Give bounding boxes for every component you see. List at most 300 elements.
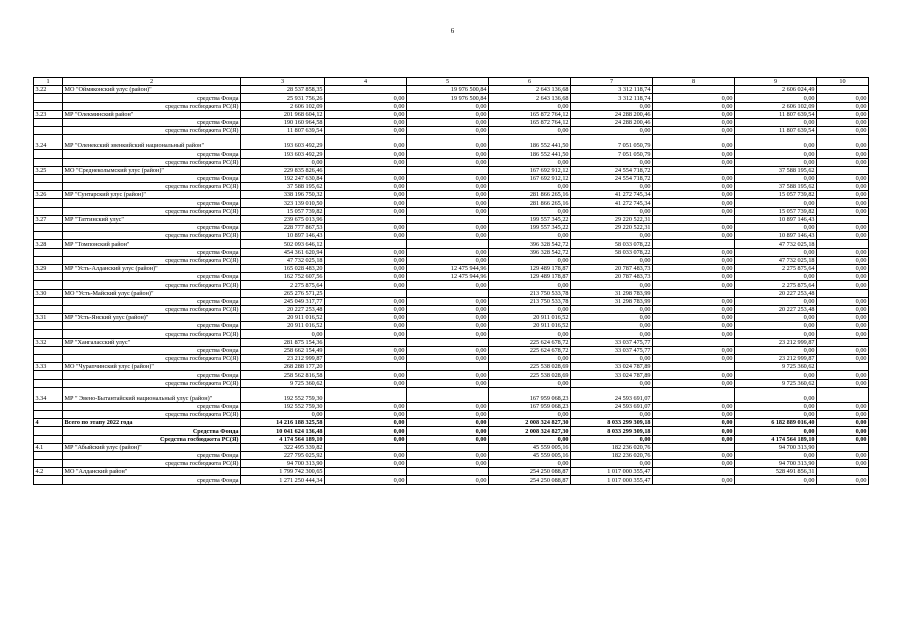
- municipality-name-cell: МО "Усть-Майский улус (район)": [63, 289, 241, 297]
- amount-cell: 0,00: [817, 135, 869, 150]
- amount-cell: [817, 240, 869, 248]
- amount-cell: 0,00: [571, 158, 653, 166]
- amount-cell: 0,00: [571, 256, 653, 264]
- table-row: [34, 387, 869, 402]
- amount-cell: 0,00: [817, 264, 869, 272]
- amount-cell: 31 298 783,99: [571, 297, 653, 305]
- table-row: [34, 86, 869, 94]
- amount-cell: 199 557 345,22: [489, 224, 571, 232]
- amount-cell: 94 700 313,90: [735, 460, 817, 468]
- amount-cell: [653, 338, 735, 346]
- amount-cell: 0,00: [817, 346, 869, 354]
- amount-cell: 0,00: [407, 410, 489, 418]
- row-number-cell: 4.2: [34, 468, 63, 476]
- amount-cell: 0,00: [241, 330, 325, 338]
- amount-cell: 192 247 630,84: [241, 174, 325, 182]
- amount-cell: 0,00: [325, 135, 407, 150]
- municipality-name-cell: МР "Томпонский район": [63, 240, 241, 248]
- row-number-cell: 3.23: [34, 110, 63, 118]
- amount-cell: 0,00: [407, 207, 489, 215]
- funding-source-cell: средства госбюджета РС(Я): [63, 256, 241, 264]
- municipality-name-cell: МР "Усть-Янский улус (район)": [63, 314, 241, 322]
- row-number-cell: [34, 305, 63, 313]
- amount-cell: 11 807 639,54: [241, 127, 325, 135]
- amount-cell: 0,00: [653, 460, 735, 468]
- amount-cell: 0,00: [325, 355, 407, 363]
- amount-cell: 0,00: [325, 118, 407, 126]
- amount-cell: 7 051 050,79: [571, 135, 653, 150]
- amount-cell: 2 275 875,64: [735, 281, 817, 289]
- amount-cell: 0,00: [653, 207, 735, 215]
- amount-cell: 0,00: [653, 305, 735, 313]
- amount-cell: 0,00: [735, 297, 817, 305]
- amount-cell: 182 236 020,76: [571, 443, 653, 451]
- amount-cell: [653, 86, 735, 94]
- amount-cell: 0,00: [817, 305, 869, 313]
- table-row: [34, 305, 869, 313]
- amount-cell: 0,00: [571, 435, 653, 443]
- row-number-cell: [34, 322, 63, 330]
- amount-cell: 213 750 533,78: [489, 297, 571, 305]
- amount-cell: 0,00: [653, 158, 735, 166]
- amount-cell: 0,00: [325, 232, 407, 240]
- amount-cell: [407, 289, 489, 297]
- amount-cell: 254 250 088,87: [489, 476, 571, 484]
- amount-cell: 2 008 324 827,30: [489, 419, 571, 427]
- amount-cell: 129 489 178,87: [489, 264, 571, 272]
- amount-cell: 0,00: [653, 232, 735, 240]
- amount-cell: 0,00: [325, 460, 407, 468]
- amount-cell: 24 288 200,46: [571, 110, 653, 118]
- amount-cell: 192 552 759,30: [241, 402, 325, 410]
- amount-cell: 201 968 604,12: [241, 110, 325, 118]
- row-number-cell: 4.1: [34, 443, 63, 451]
- amount-cell: 0,00: [407, 355, 489, 363]
- amount-cell: 0,00: [653, 183, 735, 191]
- amount-cell: 0,00: [325, 183, 407, 191]
- table-row: [34, 355, 869, 363]
- amount-cell: 0,00: [407, 256, 489, 264]
- amount-cell: 37 588 195,62: [735, 166, 817, 174]
- amount-cell: 12 475 944,96: [407, 264, 489, 272]
- amount-cell: 0,00: [817, 476, 869, 484]
- column-number-header: 10: [817, 78, 869, 86]
- amount-cell: 0,00: [653, 410, 735, 418]
- amount-cell: 0,00: [653, 355, 735, 363]
- amount-cell: 0,00: [817, 460, 869, 468]
- amount-cell: 20 911 016,52: [241, 322, 325, 330]
- amount-cell: 192 552 759,30: [241, 387, 325, 402]
- row-number-cell: [34, 199, 63, 207]
- column-number-header: 3: [241, 78, 325, 86]
- municipality-name-cell: МР " Эвено-Бытантайский национальный улус (район)": [63, 387, 241, 402]
- amount-cell: 0,00: [325, 314, 407, 322]
- amount-cell: 0,00: [653, 256, 735, 264]
- amount-cell: 338 196 750,32: [241, 191, 325, 199]
- amount-cell: 0,00: [489, 232, 571, 240]
- funding-source-cell: средства Фонда: [63, 346, 241, 354]
- amount-cell: 0,00: [325, 191, 407, 199]
- amount-cell: 0,00: [817, 435, 869, 443]
- amount-cell: 0,00: [407, 135, 489, 150]
- amount-cell: 323 139 010,50: [241, 199, 325, 207]
- table-row: [34, 127, 869, 135]
- amount-cell: 0,00: [735, 427, 817, 435]
- table-row: [34, 110, 869, 118]
- amount-cell: 0,00: [407, 224, 489, 232]
- amount-cell: 0,00: [407, 427, 489, 435]
- row-number-cell: 3.27: [34, 215, 63, 223]
- amount-cell: 6 182 889 016,40: [735, 419, 817, 427]
- amount-cell: 0,00: [325, 476, 407, 484]
- amount-cell: 281 875 154,36: [241, 338, 325, 346]
- amount-cell: 0,00: [325, 305, 407, 313]
- amount-cell: 0,00: [571, 314, 653, 322]
- funding-source-cell: средства Фонда: [63, 451, 241, 459]
- amount-cell: 0,00: [817, 314, 869, 322]
- amount-cell: 0,00: [489, 330, 571, 338]
- funding-source-cell: средства госбюджета РС(Я): [63, 207, 241, 215]
- amount-cell: 167 692 912,12: [489, 174, 571, 182]
- amount-cell: [407, 363, 489, 371]
- amount-cell: 20 911 016,52: [489, 314, 571, 322]
- municipality-name-cell: МО "Алданский район": [63, 468, 241, 476]
- amount-cell: 0,00: [489, 127, 571, 135]
- row-number-cell: [34, 102, 63, 110]
- amount-cell: 0,00: [653, 150, 735, 158]
- table-row: [34, 346, 869, 354]
- table-row: [34, 150, 869, 158]
- amount-cell: 0,00: [407, 102, 489, 110]
- amount-cell: 47 732 025,18: [241, 256, 325, 264]
- row-number-cell: 3.33: [34, 363, 63, 371]
- row-number-cell: [34, 281, 63, 289]
- amount-cell: 265 276 571,25: [241, 289, 325, 297]
- amount-cell: 0,00: [407, 419, 489, 427]
- amount-cell: 0,00: [489, 256, 571, 264]
- amount-cell: 0,00: [817, 127, 869, 135]
- amount-cell: 0,00: [325, 330, 407, 338]
- amount-cell: 0,00: [241, 410, 325, 418]
- amount-cell: 0,00: [325, 94, 407, 102]
- amount-cell: 0,00: [817, 297, 869, 305]
- amount-cell: 15 057 739,82: [735, 207, 817, 215]
- table-row: [34, 410, 869, 418]
- amount-cell: 0,00: [325, 199, 407, 207]
- funding-source-cell: средства Фонда: [63, 118, 241, 126]
- amount-cell: 24 288 200,46: [571, 118, 653, 126]
- municipality-name-cell: МР "Таттинский улус": [63, 215, 241, 223]
- amount-cell: 0,00: [407, 305, 489, 313]
- funding-source-cell: средства Фонда: [63, 94, 241, 102]
- amount-cell: 1 799 742 300,65: [241, 468, 325, 476]
- amount-cell: 0,00: [571, 330, 653, 338]
- amount-cell: 3 312 118,74: [571, 94, 653, 102]
- funding-source-cell: средства Фонда: [63, 371, 241, 379]
- amount-cell: 12 475 944,96: [407, 273, 489, 281]
- amount-cell: 0,00: [735, 451, 817, 459]
- amount-cell: 0,00: [817, 232, 869, 240]
- amount-cell: 182 236 020,76: [571, 451, 653, 459]
- municipality-name-cell: МО "Оймяконский улус (район)": [63, 86, 241, 94]
- row-number-cell: [34, 435, 63, 443]
- table-row: [34, 330, 869, 338]
- row-number-cell: [34, 346, 63, 354]
- amount-cell: 10 897 146,43: [241, 232, 325, 240]
- amount-cell: 258 662 154,49: [241, 346, 325, 354]
- row-number-cell: 3.34: [34, 387, 63, 402]
- municipality-name-cell: МО "Среднеколымский улус (район)": [63, 166, 241, 174]
- amount-cell: 2 606 102,09: [735, 102, 817, 110]
- table-row: [34, 322, 869, 330]
- amount-cell: 0,00: [325, 264, 407, 272]
- row-number-cell: [34, 118, 63, 126]
- amount-cell: 0,00: [407, 460, 489, 468]
- amount-cell: 15 057 739,82: [241, 207, 325, 215]
- amount-cell: [325, 166, 407, 174]
- amount-cell: 0,00: [325, 150, 407, 158]
- amount-cell: 229 835 826,46: [241, 166, 325, 174]
- amount-cell: 0,00: [325, 322, 407, 330]
- municipality-name-cell: МР "Усть-Алданский улус (район)": [63, 264, 241, 272]
- amount-cell: 165 872 764,12: [489, 110, 571, 118]
- municipality-name-cell: Всего по этапу 2022 года: [63, 419, 241, 427]
- amount-cell: [653, 166, 735, 174]
- amount-cell: [407, 166, 489, 174]
- amount-cell: 396 328 542,72: [489, 248, 571, 256]
- amount-cell: 0,00: [735, 248, 817, 256]
- row-number-cell: [34, 224, 63, 232]
- amount-cell: 0,00: [653, 199, 735, 207]
- column-number-header: 6: [489, 78, 571, 86]
- funding-source-cell: средства Фонда: [63, 199, 241, 207]
- amount-cell: [407, 387, 489, 402]
- amount-cell: 3 312 118,74: [571, 86, 653, 94]
- amount-cell: 10 041 624 136,48: [241, 427, 325, 435]
- amount-cell: 239 675 013,96: [241, 215, 325, 223]
- amount-cell: 2 008 324 827,30: [489, 427, 571, 435]
- amount-cell: 0,00: [817, 451, 869, 459]
- amount-cell: 0,00: [735, 402, 817, 410]
- amount-cell: 0,00: [653, 273, 735, 281]
- amount-cell: [817, 338, 869, 346]
- row-number-cell: [34, 150, 63, 158]
- amount-cell: 0,00: [735, 174, 817, 182]
- amount-cell: 0,00: [571, 305, 653, 313]
- amount-cell: 24 593 691,07: [571, 402, 653, 410]
- funding-source-cell: средства Фонда: [63, 150, 241, 158]
- table-header-row: [34, 78, 869, 86]
- amount-cell: 23 212 999,87: [735, 338, 817, 346]
- amount-cell: 0,00: [489, 460, 571, 468]
- table-row: [34, 338, 869, 346]
- amount-cell: 0,00: [653, 127, 735, 135]
- table-row: [34, 460, 869, 468]
- table-row: [34, 166, 869, 174]
- funding-source-cell: средства госбюджета РС(Я): [63, 281, 241, 289]
- amount-cell: 9 725 360,62: [735, 379, 817, 387]
- amount-cell: 0,00: [489, 207, 571, 215]
- amount-cell: 186 552 441,50: [489, 150, 571, 158]
- row-number-cell: [34, 232, 63, 240]
- amount-cell: 0,00: [407, 379, 489, 387]
- row-number-cell: [34, 330, 63, 338]
- amount-cell: [407, 468, 489, 476]
- amount-cell: 213 750 533,78: [489, 289, 571, 297]
- amount-cell: 0,00: [325, 174, 407, 182]
- amount-cell: 0,00: [653, 435, 735, 443]
- table-row: [34, 94, 869, 102]
- row-number-cell: 3.22: [34, 86, 63, 94]
- amount-cell: 0,00: [653, 135, 735, 150]
- amount-cell: 190 160 964,58: [241, 118, 325, 126]
- amount-cell: 0,00: [325, 427, 407, 435]
- amount-cell: 0,00: [325, 127, 407, 135]
- amount-cell: 0,00: [653, 476, 735, 484]
- amount-cell: 1 017 000 355,47: [571, 468, 653, 476]
- amount-cell: 20 227 253,48: [241, 305, 325, 313]
- amount-cell: 0,00: [817, 158, 869, 166]
- amount-cell: 47 732 025,18: [735, 256, 817, 264]
- amount-cell: [407, 338, 489, 346]
- row-number-cell: [34, 273, 63, 281]
- amount-cell: 33 037 475,77: [571, 338, 653, 346]
- column-number-header: 5: [407, 78, 489, 86]
- amount-cell: 33 037 475,77: [571, 346, 653, 354]
- amount-cell: 0,00: [653, 371, 735, 379]
- table-row: [34, 183, 869, 191]
- amount-cell: 167 692 912,12: [489, 166, 571, 174]
- amount-cell: 0,00: [735, 224, 817, 232]
- amount-cell: [653, 240, 735, 248]
- amount-cell: 199 557 345,22: [489, 215, 571, 223]
- amount-cell: 0,00: [407, 158, 489, 166]
- table-row: [34, 427, 869, 435]
- amount-cell: 0,00: [817, 118, 869, 126]
- amount-cell: 58 033 078,22: [571, 240, 653, 248]
- amount-cell: 0,00: [817, 110, 869, 118]
- amount-cell: 268 288 177,20: [241, 363, 325, 371]
- row-number-cell: [34, 460, 63, 468]
- amount-cell: 0,00: [489, 355, 571, 363]
- amount-cell: 4 174 564 189,10: [241, 435, 325, 443]
- amount-cell: 0,00: [489, 183, 571, 191]
- funding-source-cell: средства госбюджета РС(Я): [63, 305, 241, 313]
- amount-cell: 454 361 620,94: [241, 248, 325, 256]
- amount-cell: 0,00: [817, 150, 869, 158]
- amount-cell: 0,00: [489, 379, 571, 387]
- amount-cell: 0,00: [735, 199, 817, 207]
- amount-cell: [817, 363, 869, 371]
- amount-cell: 0,00: [817, 419, 869, 427]
- row-number-cell: 3.26: [34, 191, 63, 199]
- amount-cell: 9 725 360,62: [735, 363, 817, 371]
- row-number-cell: 4: [34, 419, 63, 427]
- amount-cell: 2 275 875,64: [241, 281, 325, 289]
- amount-cell: [653, 468, 735, 476]
- amount-cell: 0,00: [407, 297, 489, 305]
- amount-cell: 0,00: [817, 183, 869, 191]
- amount-cell: 0,00: [817, 199, 869, 207]
- amount-cell: 14 216 188 325,58: [241, 419, 325, 427]
- amount-cell: 0,00: [407, 127, 489, 135]
- amount-cell: 0,00: [735, 410, 817, 418]
- amount-cell: 31 298 783,99: [571, 289, 653, 297]
- row-number-cell: 3.32: [34, 338, 63, 346]
- amount-cell: 0,00: [407, 248, 489, 256]
- amount-cell: 0,00: [325, 248, 407, 256]
- amount-cell: 0,00: [489, 158, 571, 166]
- amount-cell: 0,00: [653, 264, 735, 272]
- amount-cell: 0,00: [817, 224, 869, 232]
- amount-cell: 254 250 088,87: [489, 468, 571, 476]
- table-row: [34, 224, 869, 232]
- amount-cell: [325, 387, 407, 402]
- funding-source-cell: средства Фонда: [63, 402, 241, 410]
- amount-cell: 0,00: [571, 281, 653, 289]
- amount-cell: 0,00: [407, 191, 489, 199]
- amount-cell: 0,00: [817, 191, 869, 199]
- amount-cell: 0,00: [325, 451, 407, 459]
- amount-cell: [407, 215, 489, 223]
- funding-source-cell: средства Фонда: [63, 174, 241, 182]
- row-number-cell: 3.30: [34, 289, 63, 297]
- funding-source-cell: средства Фонда: [63, 297, 241, 305]
- amount-cell: 0,00: [817, 207, 869, 215]
- amount-cell: [817, 289, 869, 297]
- amount-cell: 4 174 564 189,10: [735, 435, 817, 443]
- funding-source-cell: средства госбюджета РС(Я): [63, 232, 241, 240]
- row-number-cell: [34, 371, 63, 379]
- amount-cell: 33 024 787,89: [571, 371, 653, 379]
- amount-cell: 0,00: [489, 281, 571, 289]
- amount-cell: 0,00: [407, 435, 489, 443]
- table-row: [34, 443, 869, 451]
- table-row: [34, 232, 869, 240]
- row-number-cell: [34, 248, 63, 256]
- amount-cell: 225 538 028,69: [489, 371, 571, 379]
- row-number-cell: [34, 402, 63, 410]
- budget-table: [33, 77, 869, 485]
- row-number-cell: [34, 127, 63, 135]
- amount-cell: 41 272 745,34: [571, 199, 653, 207]
- row-number-cell: [34, 256, 63, 264]
- row-number-cell: [34, 297, 63, 305]
- amount-cell: 281 866 265,16: [489, 191, 571, 199]
- amount-cell: [817, 468, 869, 476]
- table-row: [34, 314, 869, 322]
- amount-cell: 0,00: [571, 127, 653, 135]
- amount-cell: 0,00: [817, 94, 869, 102]
- amount-cell: 0,00: [817, 355, 869, 363]
- amount-cell: 20 227 253,48: [735, 289, 817, 297]
- amount-cell: 94 700 313,90: [735, 443, 817, 451]
- amount-cell: [407, 443, 489, 451]
- amount-cell: 0,00: [571, 355, 653, 363]
- amount-cell: 7 051 050,79: [571, 150, 653, 158]
- amount-cell: 322 495 339,82: [241, 443, 325, 451]
- funding-source-cell: средства госбюджета РС(Я): [63, 379, 241, 387]
- amount-cell: 0,00: [735, 322, 817, 330]
- amount-cell: 227 795 025,92: [241, 451, 325, 459]
- amount-cell: 0,00: [407, 371, 489, 379]
- row-number-cell: 3.28: [34, 240, 63, 248]
- table-row: [34, 118, 869, 126]
- amount-cell: 23 212 999,87: [241, 355, 325, 363]
- amount-cell: 0,00: [653, 224, 735, 232]
- amount-cell: 0,00: [325, 419, 407, 427]
- amount-cell: 0,00: [653, 118, 735, 126]
